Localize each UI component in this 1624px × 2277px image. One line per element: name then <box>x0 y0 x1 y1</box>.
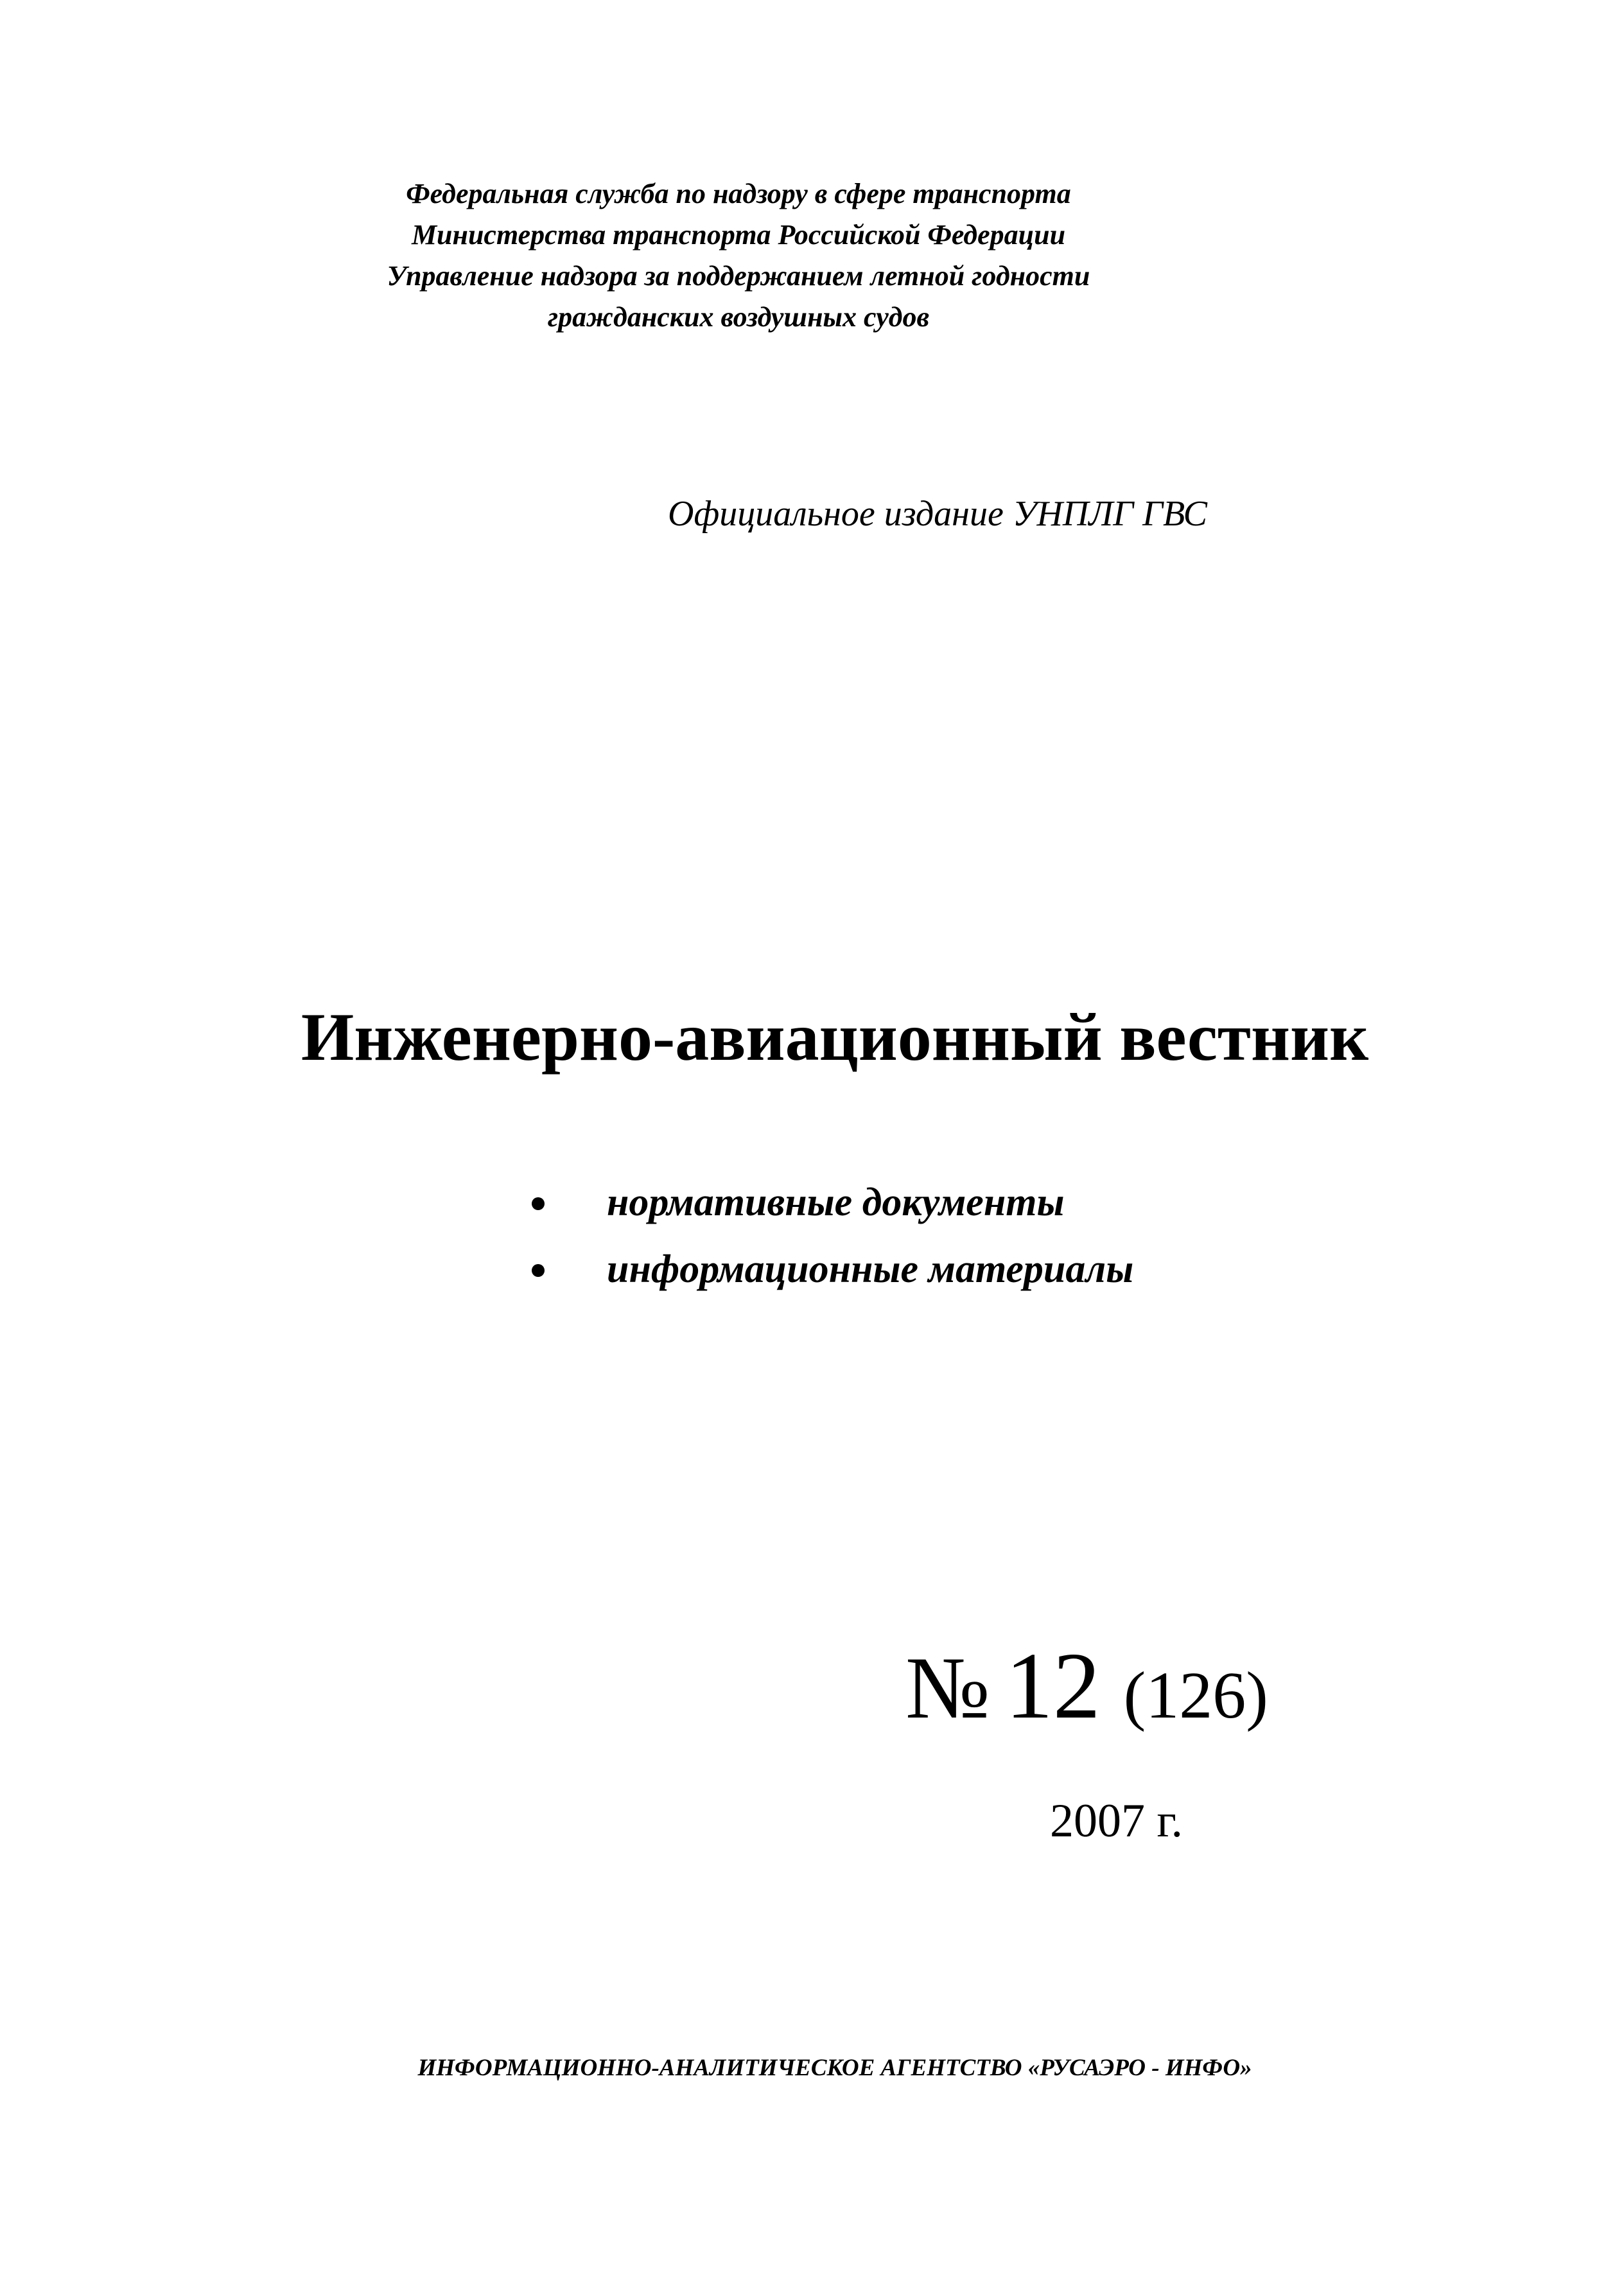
publication-year: 2007 г. <box>1050 1795 1183 1847</box>
list-item-label: нормативные документы <box>607 1181 1065 1224</box>
page-title: Инженерно-авиационный вестник <box>301 999 1369 1075</box>
list-item-label: информационные материалы <box>607 1247 1134 1291</box>
header-line-department: Управление надзора за поддержанием летной годности <box>387 260 1090 292</box>
issue-number <box>905 1631 1419 1770</box>
contents-list <box>527 1169 1361 1303</box>
header-line-aircraft: гражданских воздушных судов <box>547 301 930 333</box>
issue-number-value: 12 <box>1005 1633 1101 1739</box>
header-line-service: Федеральная служба по надзору в сфере транспорта <box>406 178 1071 209</box>
list-item <box>527 1236 1361 1303</box>
publisher-footer: ИНФОРМАЦИОННО-АНАЛИТИЧЕСКОЕ АГЕНТСТВО «РУСАЭРО - ИНФО» <box>417 2055 1252 2081</box>
bullet-icon <box>532 1197 545 1210</box>
issue-total-number: (126) <box>1123 1658 1268 1732</box>
edition-note: Официальное издание УНПЛГ ГВС <box>668 494 1207 534</box>
list-item <box>527 1169 1361 1236</box>
bullet-icon <box>532 1264 545 1277</box>
header-line-ministry: Министерства транспорта Российской Федерации <box>411 219 1066 251</box>
issuing-authority-header <box>321 173 1156 338</box>
number-sign: № <box>905 1639 990 1737</box>
